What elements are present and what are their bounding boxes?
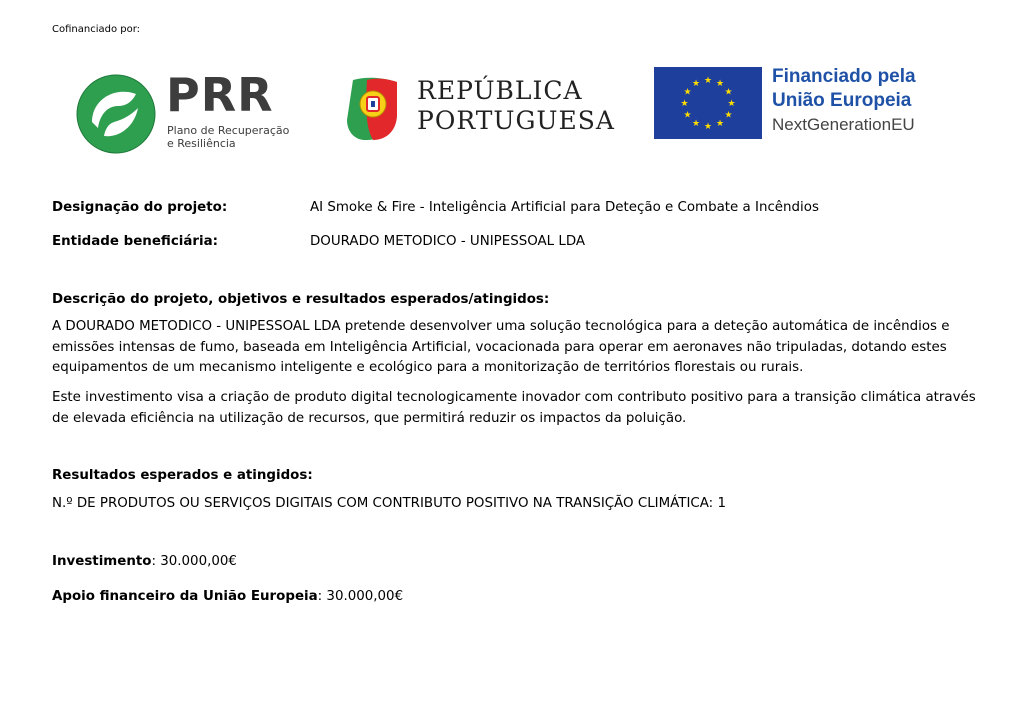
designation-row	[52, 200, 819, 215]
svg-text:★: ★	[703, 76, 713, 86]
results-item: N.º DE PRODUTOS OU SERVIÇOS DIGITAIS COM CONTRIBUTO POSITIVO NA TRANSIÇÃO CLIMÁTICA: 1	[52, 496, 726, 511]
svg-text:★: ★	[683, 110, 692, 121]
republica-portuguesa-text	[417, 76, 615, 136]
svg-text:★: ★	[715, 79, 725, 89]
svg-text:★: ★	[691, 119, 701, 129]
designation-value: AI Smoke & Fire - Inteligência Artificial para Deteção e Combate a Incêndios	[310, 200, 819, 215]
description-heading: Descrição do projeto, objetivos e resultados esperados/atingidos:	[52, 292, 550, 307]
investment-line	[52, 554, 237, 569]
description-paragraph-1: A DOURADO METODICO - UNIPESSOAL LDA pretende desenvolver uma solução tecnológica para a deteção automática de incêndios e emissões intensas de fumo, baseada em Inteligência Artificial, vocacionada para operar em aeronaves não tripuladas, dotando estes equipamentos de um mecanismo inteligente e ecológico para a monitorização de territórios florestais ou rurais.	[52, 319, 950, 375]
republica-portuguesa-logo	[345, 72, 625, 152]
svg-text:★: ★	[703, 122, 713, 132]
description-paragraph-2: Este investimento visa a criação de produto digital tecnologicamente inovador com contributo positivo para a transição climática através de elevada eficiência na utilização de recursos, que permitirá reduzir os impactos da poluição.	[52, 390, 976, 426]
investment-label: Investimento	[52, 554, 152, 569]
prr-logo	[74, 70, 324, 160]
svg-text:★: ★	[715, 119, 725, 129]
entity-value: DOURADO METODICO - UNIPESSOAL LDA	[310, 234, 586, 249]
designation-label: Designação do projeto:	[52, 200, 228, 215]
svg-text:★: ★	[683, 87, 692, 98]
funding-logos	[0, 60, 1024, 160]
prr-acronym: PRR	[166, 68, 274, 122]
republica-line1: REPÚBLICA	[417, 76, 583, 105]
svg-text:★: ★	[691, 79, 701, 89]
eu-nextgen-label: NextGenerationEU	[772, 115, 915, 134]
eu-line1: Financiado pela	[772, 66, 916, 87]
eu-stars-icon	[654, 67, 762, 139]
entity-row	[52, 234, 585, 249]
eu-financed-title	[772, 65, 916, 113]
entity-label: Entidade beneficiária:	[52, 234, 218, 249]
eu-logo	[654, 65, 984, 145]
eu-support-line	[52, 589, 403, 604]
svg-text:★: ★	[680, 99, 689, 109]
prr-leaf-icon	[74, 72, 158, 156]
results-heading: Resultados esperados e atingidos:	[52, 468, 313, 483]
eu-support-label: Apoio financeiro da União Europeia	[52, 589, 318, 604]
prr-subtitle-line2: e Resiliência	[167, 137, 236, 150]
prr-subtitle	[167, 124, 327, 150]
svg-text:★: ★	[727, 99, 736, 109]
eu-support-value: : 30.000,00€	[317, 589, 404, 604]
eu-line2: União Europeia	[772, 90, 912, 111]
portugal-emblem-icon	[345, 74, 405, 144]
cofinanced-label: Cofinanciado por:	[52, 24, 141, 35]
svg-text:★: ★	[724, 110, 733, 121]
republica-line2: PORTUGUESA	[417, 106, 615, 135]
svg-text:★: ★	[724, 87, 733, 98]
prr-subtitle-line1: Plano de Recuperação	[167, 124, 290, 137]
eu-flag-icon	[654, 67, 762, 139]
investment-value: : 30.000,00€	[151, 554, 237, 569]
